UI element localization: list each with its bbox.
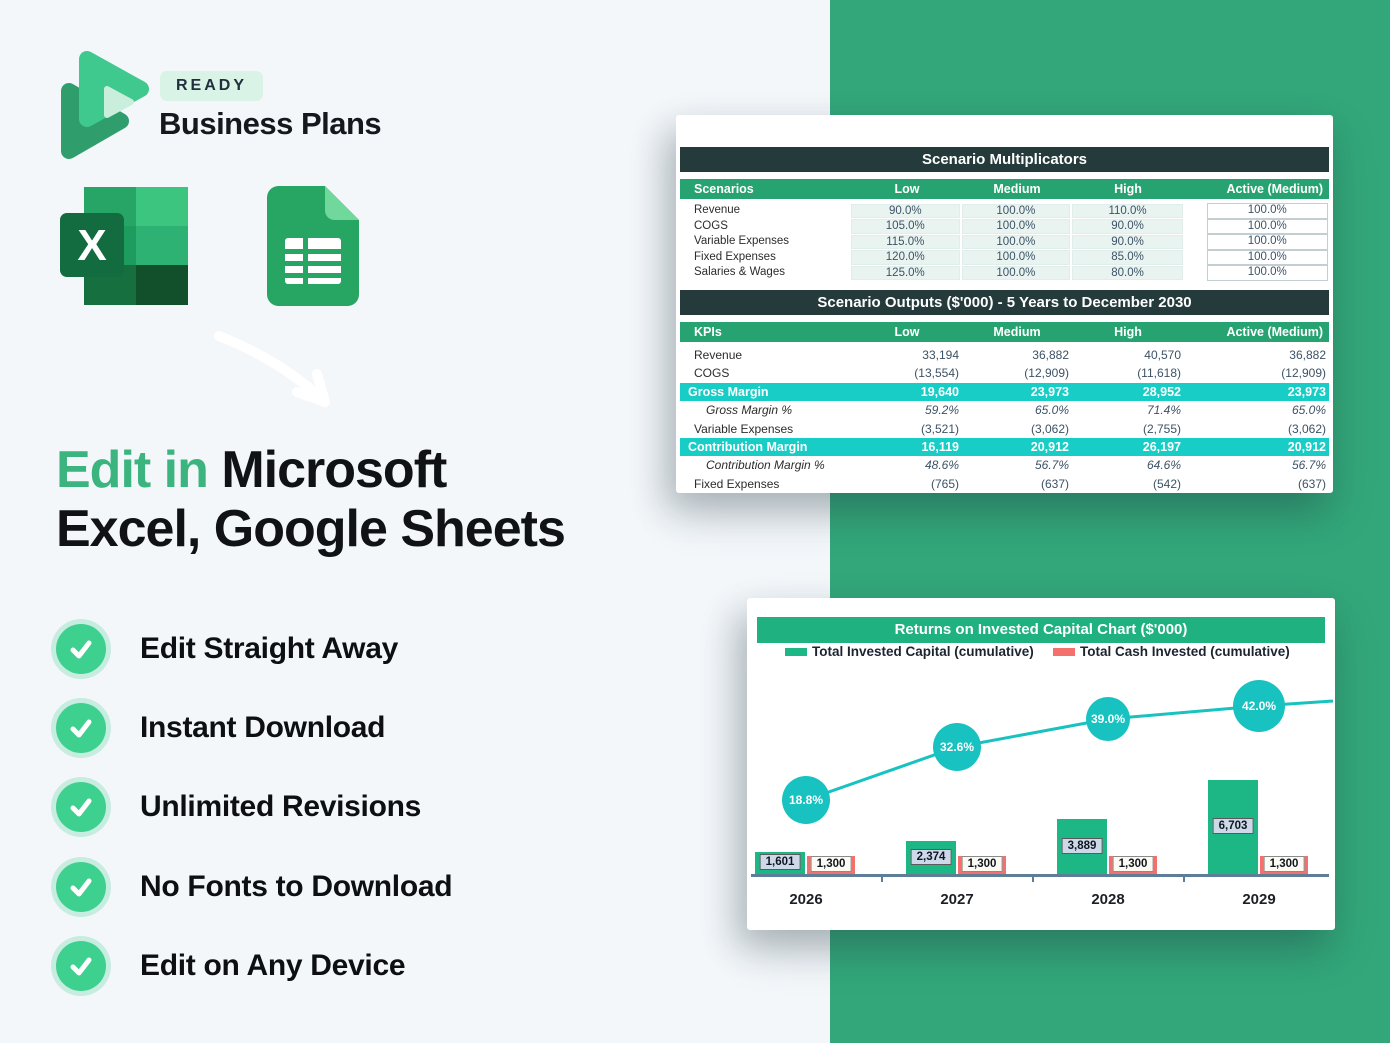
roic-bubble: 42.0% — [1233, 680, 1285, 732]
legend-item-invested-capital — [785, 644, 1034, 659]
row-label: Variable Expenses — [694, 421, 794, 436]
table-row — [680, 475, 1329, 493]
column-header: Active (Medium) — [1226, 325, 1323, 339]
feature-label: Edit on Any Device — [140, 949, 406, 982]
table-row — [680, 401, 1329, 419]
cell: 33,194 — [922, 348, 959, 362]
cell: (3,062) — [1030, 421, 1069, 436]
check-circle-icon — [56, 862, 106, 912]
column-header: Low — [894, 182, 920, 196]
row-label: Revenue — [694, 204, 741, 216]
cell: 90.0% — [1072, 219, 1183, 234]
column-header: Active (Medium) — [1226, 182, 1323, 196]
cell: 16,119 — [921, 440, 959, 454]
cell: 36,882 — [1289, 348, 1326, 362]
page-title — [56, 441, 565, 559]
cell: 110.0% — [1072, 204, 1183, 219]
table-row-gross-margin — [680, 383, 1329, 401]
legend-label: Total Invested Capital (cumulative) — [812, 644, 1034, 659]
legend-label: Total Cash Invested (cumulative) — [1080, 644, 1290, 659]
brand-play-triangles-icon — [55, 45, 157, 165]
feature-label: Unlimited Revisions — [140, 790, 422, 823]
bar-value-label: 1,601 — [760, 854, 801, 870]
row-label: COGS — [694, 219, 728, 232]
google-sheets-icon — [267, 186, 359, 306]
column-header: Medium — [993, 325, 1041, 339]
cell: 65.0% — [1034, 403, 1069, 418]
feature-item-no-fonts — [56, 861, 656, 913]
row-label: Contribution Margin % — [706, 458, 825, 473]
table-row — [680, 219, 1329, 235]
feature-label: Instant Download — [140, 711, 386, 744]
cell: (637) — [1040, 476, 1069, 491]
bar-value-label: 1,300 — [1264, 856, 1305, 872]
legend-item-cash-invested — [1053, 644, 1290, 659]
page-title-line2: Excel, Google Sheets — [56, 500, 565, 558]
x-axis-label: 2027 — [940, 891, 974, 908]
multiplicators-header-row — [680, 179, 1329, 199]
x-axis-label: 2028 — [1091, 891, 1125, 908]
cell: 115.0% — [851, 235, 960, 250]
cell: 100.0% — [1207, 234, 1328, 250]
roic-bubble: 18.8% — [782, 776, 830, 824]
check-circle-icon — [56, 941, 106, 991]
feature-item-any-device — [56, 940, 656, 992]
cell: (765) — [930, 476, 959, 491]
roic-bubble: 32.6% — [933, 723, 981, 771]
cell: 23,973 — [1287, 384, 1326, 399]
svg-text:X: X — [77, 221, 107, 270]
microsoft-excel-icon — [58, 185, 190, 307]
column-header: High — [1114, 182, 1142, 196]
cell: 80.0% — [1072, 266, 1183, 281]
feature-item-instant-download — [56, 702, 656, 754]
feature-item-edit-straight-away — [56, 623, 656, 675]
cell: 120.0% — [851, 250, 960, 265]
table-row — [680, 364, 1329, 382]
brand-badge: READY — [160, 71, 263, 101]
brand-name: Business Plans — [159, 106, 382, 141]
check-circle-icon — [56, 782, 106, 832]
cell: 36,882 — [1032, 348, 1069, 362]
cell: 90.0% — [851, 204, 960, 219]
cell: (13,554) — [914, 366, 959, 381]
cell: 59.2% — [924, 403, 959, 418]
table-row — [680, 234, 1329, 250]
page-title-line1: Microsoft — [221, 441, 447, 499]
row-label: Gross Margin % — [706, 403, 793, 418]
spreadsheet-screenshot-card — [676, 115, 1333, 493]
bar-value-label: 1,300 — [811, 856, 852, 872]
cell: 85.0% — [1072, 250, 1183, 265]
cell: 100.0% — [962, 204, 1071, 219]
bar-value-label: 1,300 — [962, 856, 1003, 872]
x-axis-label: 2026 — [789, 891, 823, 908]
table-row — [680, 456, 1329, 474]
cell: 90.0% — [1072, 235, 1183, 250]
roic-bubble: 39.0% — [1086, 697, 1130, 741]
row-label: Salaries & Wages — [694, 266, 785, 279]
feature-label: Edit Straight Away — [140, 632, 398, 665]
table-row-contribution-margin — [680, 438, 1329, 456]
cell: 20,912 — [1287, 440, 1326, 454]
scenario-multiplicators-title: Scenario Multiplicators — [680, 147, 1329, 172]
cell: 20,912 — [1030, 440, 1069, 454]
cell: 71.4% — [1146, 403, 1181, 418]
x-axis-label: 2029 — [1242, 891, 1276, 908]
cell: (3,521) — [920, 421, 959, 436]
column-header: Scenarios — [694, 182, 754, 196]
column-header: KPIs — [694, 325, 722, 339]
cell: 100.0% — [1207, 250, 1328, 266]
cell: 125.0% — [851, 266, 960, 281]
cell: 100.0% — [962, 219, 1071, 234]
column-header: Medium — [993, 182, 1041, 196]
table-row — [680, 203, 1329, 219]
row-label: Fixed Expenses — [694, 250, 776, 263]
row-label: Gross Margin — [688, 384, 769, 399]
feature-item-unlimited-revisions — [56, 781, 656, 833]
scenario-outputs-title: Scenario Outputs ($'000) - 5 Years to December 2030 — [680, 290, 1329, 315]
cell: (12,909) — [1281, 366, 1326, 381]
row-label: COGS — [694, 366, 730, 381]
cell: 23,973 — [1030, 384, 1069, 399]
cell: 100.0% — [962, 266, 1071, 281]
cell: 100.0% — [962, 235, 1071, 250]
row-label: Fixed Expenses — [694, 476, 780, 491]
page-title-accent: Edit in — [56, 441, 222, 499]
bar-value-label: 6,703 — [1213, 818, 1254, 834]
cell: 56.7% — [1034, 458, 1069, 473]
cell: (542) — [1152, 476, 1181, 491]
outputs-header-row — [680, 322, 1329, 342]
chart-title: Returns on Invested Capital Chart ($'000) — [757, 617, 1325, 643]
cell: 105.0% — [851, 219, 960, 234]
legend-swatch-green — [785, 648, 807, 656]
cell: 48.6% — [924, 458, 959, 473]
column-header: Low — [894, 325, 920, 339]
cell: (3,062) — [1287, 421, 1326, 436]
row-label: Variable Expenses — [694, 235, 790, 248]
legend-swatch-red — [1053, 648, 1075, 656]
check-circle-icon — [56, 703, 106, 753]
cell: 56.7% — [1291, 458, 1326, 473]
cell: 28,952 — [1142, 384, 1181, 399]
table-row — [680, 265, 1329, 281]
bar-value-label: 2,374 — [911, 849, 952, 865]
table-row — [680, 346, 1329, 364]
bar-value-label: 3,889 — [1062, 838, 1103, 854]
cell: 40,570 — [1144, 348, 1181, 362]
cell: 100.0% — [1207, 203, 1328, 219]
cell: 19,640 — [920, 384, 959, 399]
table-row — [680, 420, 1329, 438]
cell: (2,755) — [1142, 421, 1181, 436]
column-header: High — [1114, 325, 1142, 339]
table-row — [680, 250, 1329, 266]
check-circle-icon — [56, 624, 106, 674]
cell: (11,618) — [1137, 366, 1181, 381]
row-label: Contribution Margin — [688, 440, 808, 454]
curved-arrow-down-right-icon — [205, 322, 355, 417]
row-label: Revenue — [694, 348, 743, 362]
cell: 100.0% — [962, 250, 1071, 265]
cell: 65.0% — [1291, 403, 1326, 418]
cell: 100.0% — [1207, 265, 1328, 281]
feature-label: No Fonts to Download — [140, 870, 453, 903]
cell: 100.0% — [1207, 219, 1328, 235]
cell: (12,909) — [1024, 366, 1069, 381]
cell: (637) — [1297, 476, 1326, 491]
cell: 64.6% — [1146, 458, 1181, 473]
cell: 26,197 — [1142, 440, 1181, 454]
bar-value-label: 1,300 — [1113, 856, 1154, 872]
